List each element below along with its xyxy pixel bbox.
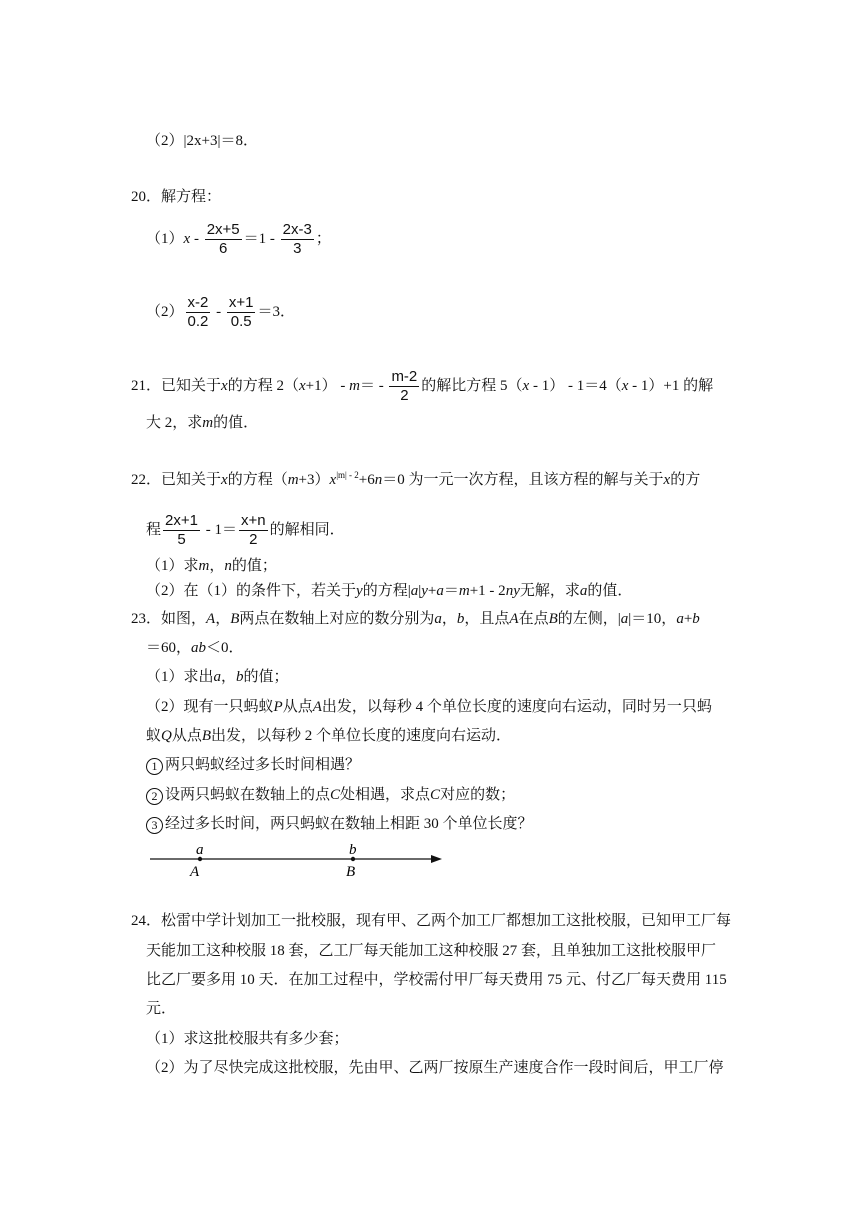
q19-part2: （2）|2x+3|＝8． (146, 133, 258, 149)
fraction: $\frac{m-2}{2}$ (391, 368, 418, 404)
q21-line2: 大 2，求m的值． (146, 415, 259, 431)
fraction: $\frac{x+n}{2}$ (240, 512, 266, 548)
q24-line2: 天能加工这种校服 18 套，乙工厂每天能加工这种校服 27 套，且单独加工这批校服甲厂 (146, 943, 717, 959)
q23-part2-line1: （2）现有一只蚂蚁P从点A出发，以每秒 4 个单位长度的速度向右运动，同时另一只蚂 (146, 699, 712, 715)
q22-part2: （2）在（1）的条件下，若关于y的方程|a|y+a＝m+1 - 2ny无解，求a的值． (146, 583, 633, 599)
q20-part2: （2） $\frac{x-2}{0.2}$ - $\frac{x+1}{0.5}$ ＝3． (146, 294, 295, 330)
q20-title: 20．解方程： (131, 189, 222, 205)
q21-line1: 21．已知关于x的方程 2（x+1） - m＝ - $\frac{m-2}{2}$ 的解比方程 5（x - 1） - 1＝4（x - 1）+1 的解 (131, 368, 714, 404)
q22-line2: 程 $\frac{2x+1}{5}$ - 1＝ $\frac{x+n}{2}$ 的解相同． (146, 512, 345, 548)
q24-line1: 24．松雷中学计划加工一批校服，现有甲、乙两个加工厂都想加工这批校服，已知甲工厂每 (131, 913, 732, 929)
q23-line2: ＝60，ab＜0． (146, 640, 244, 656)
q24-part2: （2）为了尽快完成这批校服，先由甲、乙两厂按原生产速度合作一段时间后，甲工厂停 (146, 1060, 724, 1076)
q23-part1: （1）求出a，b的值； (146, 669, 289, 685)
q23-sub2: 2 设两只蚂蚁在数轴上的点C处相遇，求点C对应的数； (146, 785, 515, 805)
label-B: B (346, 864, 356, 880)
number-line-figure (146, 840, 456, 880)
q23-part2-line2: 蚁Q从点B出发，以每秒 2 个单位长度的速度向右运动． (146, 728, 512, 744)
label-a: a (196, 842, 204, 858)
fraction: $\frac{2x+5}{6}$ (206, 221, 240, 257)
q24-part1: （1）求这批校服共有多少套； (146, 1031, 349, 1047)
fraction: $\frac{2x-3}{3}$ (282, 221, 312, 257)
q24-line4: 元． (146, 1001, 177, 1017)
q23-line1: 23．如图，A，B两点在数轴上对应的数分别为a，b，且点A在点B的左侧，|a|＝10，a+b (131, 611, 700, 627)
q23-sub1: 1 两只蚂蚁经过多长时间相遇？ (146, 755, 360, 775)
fraction: $\frac{x+1}{0.5}$ (228, 294, 254, 330)
q22-part1: （1）求m，n的值； (146, 558, 277, 574)
q20-part1: （1）x - $\frac{2x+5}{6}$ ＝1 - $\frac{2x-3}{3}$ ； (146, 221, 331, 257)
label-b: b (349, 842, 357, 858)
fraction: $\frac{x-2}{0.2}$ (187, 294, 209, 330)
q22-line1: 22．已知关于x的方程$(m+3)x^{|m| - 2}+6n=0$ 为一元一次方程，且该方程的解与关于x的方 (131, 470, 701, 488)
label-A: A (190, 864, 200, 880)
fraction: $\frac{2x+1}{5}$ (165, 512, 198, 548)
q24-line3: 比乙厂要多用 10 天．在加工过程中，学校需付甲厂每天费用 75 元、付乙厂每天费用 115 (146, 972, 727, 988)
q23-sub3: 3 经过多长时间，两只蚂蚁在数轴上相距 30 个单位长度？ (146, 814, 533, 834)
arrow-head (431, 855, 442, 863)
